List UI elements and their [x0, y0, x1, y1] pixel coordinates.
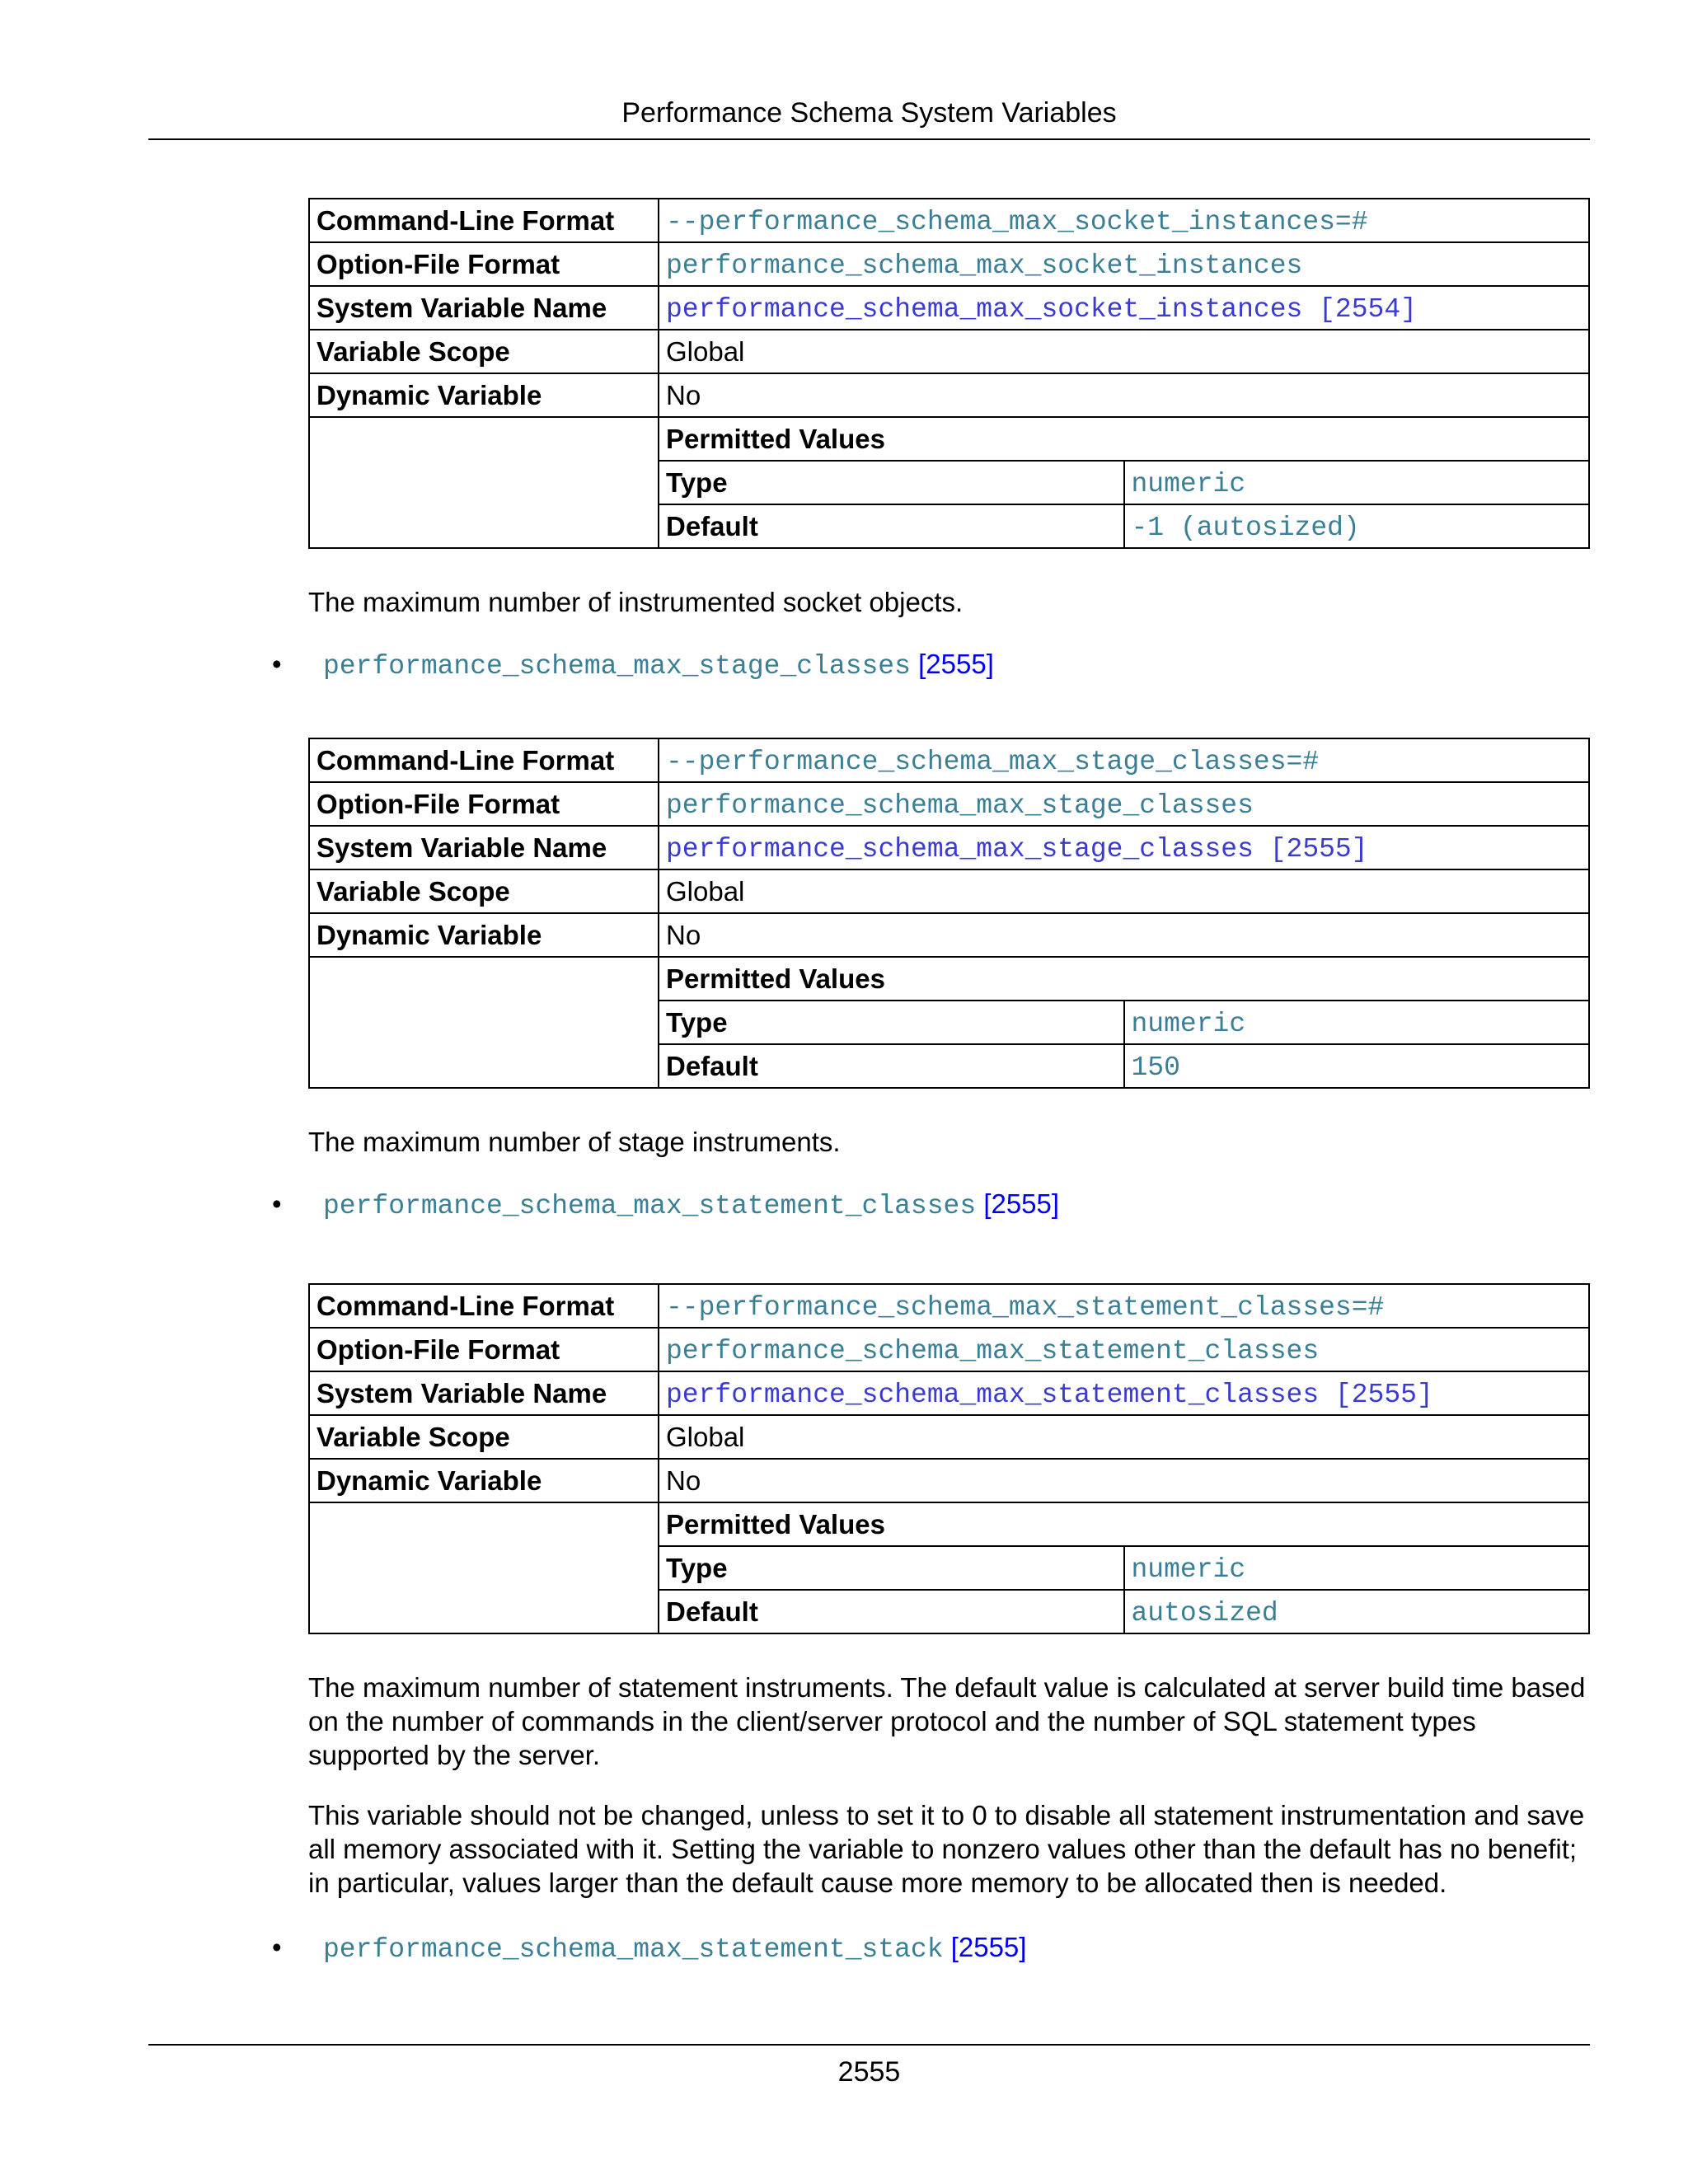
table-row: [309, 957, 1589, 1001]
default-label: Default: [659, 1590, 1124, 1633]
option-file-format-label: Option-File Format: [309, 1328, 659, 1371]
option-file-format-value: performance_schema_max_stage_classes: [666, 790, 1254, 821]
bullet-icon: •: [272, 1188, 282, 1219]
system-variable-link[interactable]: performance_schema_max_socket_instances [2554]: [666, 293, 1417, 325]
system-variable-link[interactable]: performance_schema_max_stage_classes [2555]: [666, 833, 1368, 865]
table-row: [309, 330, 1589, 373]
system-variable-name-label: System Variable Name: [309, 286, 659, 330]
dynamic-variable-value: No: [659, 913, 1589, 957]
option-file-format-value: performance_schema_max_statement_classes: [666, 1335, 1320, 1366]
dynamic-variable-value: No: [659, 1459, 1589, 1502]
table-row: [309, 913, 1589, 957]
variable-scope-value: Global: [659, 330, 1589, 373]
type-label: Type: [659, 461, 1124, 504]
page-header: Performance Schema System Variables: [148, 92, 1590, 140]
table-row: [309, 1502, 1589, 1546]
default-value: 150: [1131, 1052, 1180, 1083]
table-row: [309, 1459, 1589, 1502]
variable-table-stage-classes: [308, 738, 1590, 1089]
variable-table-statement-classes: [308, 1283, 1590, 1634]
system-variable-link[interactable]: performance_schema_max_statement_classes [2555]: [666, 1379, 1433, 1410]
table-row: [309, 373, 1589, 417]
option-file-format-label: Option-File Format: [309, 242, 659, 286]
option-file-format-label: Option-File Format: [309, 782, 659, 826]
command-line-format-value: --performance_schema_max_statement_classes=#: [666, 1291, 1385, 1323]
variable-scope-value: Global: [659, 1415, 1589, 1459]
dynamic-variable-value: No: [659, 373, 1589, 417]
type-value: numeric: [1131, 1554, 1246, 1585]
list-item: [272, 646, 994, 685]
variable-scope-label: Variable Scope: [309, 330, 659, 373]
command-line-format-label: Command-Line Format: [309, 199, 659, 242]
permitted-values-label: Permitted Values: [659, 417, 1589, 461]
table-row: [309, 869, 1589, 913]
list-item: [272, 1929, 1027, 1968]
variable-table-socket-instances: [308, 198, 1590, 549]
command-line-format-value: --performance_schema_max_stage_classes=#: [666, 746, 1320, 777]
bullet-icon: •: [272, 1932, 282, 1962]
page-ref-link[interactable]: [2555]: [950, 1932, 1027, 1962]
type-label: Type: [659, 1546, 1124, 1590]
table-row: [309, 1415, 1589, 1459]
description-socket: The maximum number of instrumented socket objects.: [308, 587, 964, 617]
page-ref-link[interactable]: [2555]: [918, 649, 994, 679]
type-label: Type: [659, 1001, 1124, 1044]
variable-name-link[interactable]: performance_schema_max_stage_classes: [323, 651, 911, 682]
permitted-values-label: Permitted Values: [659, 957, 1589, 1001]
table-row: [309, 1284, 1589, 1328]
command-line-format-label: Command-Line Format: [309, 1284, 659, 1328]
empty-cell: [309, 1502, 659, 1633]
empty-cell: [309, 417, 659, 548]
page-ref-link[interactable]: [2555]: [983, 1188, 1060, 1219]
description-statement-1: The maximum number of statement instruments. The default value is calculated at server build time based on the number of commands in the client/server protocol and the number of SQL statement types supported by the server.: [308, 1672, 1586, 1770]
table-row: [309, 1328, 1589, 1371]
command-line-format-label: Command-Line Format: [309, 738, 659, 782]
dynamic-variable-label: Dynamic Variable: [309, 913, 659, 957]
default-label: Default: [659, 504, 1124, 548]
variable-scope-label: Variable Scope: [309, 1415, 659, 1459]
page-number: 2555: [148, 2044, 1590, 2090]
default-label: Default: [659, 1044, 1124, 1088]
system-variable-name-label: System Variable Name: [309, 1371, 659, 1415]
table-row: [309, 1371, 1589, 1415]
bullet-icon: •: [272, 649, 282, 679]
option-file-format-value: performance_schema_max_socket_instances: [666, 250, 1303, 281]
permitted-values-label: Permitted Values: [659, 1502, 1589, 1546]
table-row: [309, 782, 1589, 826]
table-row: [309, 242, 1589, 286]
table-row: [309, 826, 1589, 869]
table-row: [309, 199, 1589, 242]
variable-scope-value: Global: [659, 869, 1589, 913]
empty-cell: [309, 957, 659, 1088]
default-value: autosized: [1131, 1597, 1278, 1629]
system-variable-name-label: System Variable Name: [309, 826, 659, 869]
dynamic-variable-label: Dynamic Variable: [309, 373, 659, 417]
type-value: numeric: [1131, 1008, 1246, 1039]
command-line-format-value: --performance_schema_max_socket_instances=#: [666, 206, 1368, 237]
description-statement-2: This variable should not be changed, unless to set it to 0 to disable all statement instrumentation and save all memory associated with it. Setting the variable to nonzero values other than the default has no benefit; in particular, values larger than the default cause more memory to be allocated then is needed.: [308, 1800, 1585, 1898]
default-value: -1 (autosized): [1131, 512, 1360, 543]
table-row: [309, 417, 1589, 461]
variable-scope-label: Variable Scope: [309, 869, 659, 913]
table-row: [309, 286, 1589, 330]
dynamic-variable-label: Dynamic Variable: [309, 1459, 659, 1502]
type-value: numeric: [1131, 468, 1246, 499]
list-item: [272, 1186, 1060, 1225]
description-stage: The maximum number of stage instruments.: [308, 1127, 841, 1157]
table-row: [309, 738, 1589, 782]
variable-name-link[interactable]: performance_schema_max_statement_classes: [323, 1191, 977, 1221]
variable-name-link[interactable]: performance_schema_max_statement_stack: [323, 1934, 944, 1965]
